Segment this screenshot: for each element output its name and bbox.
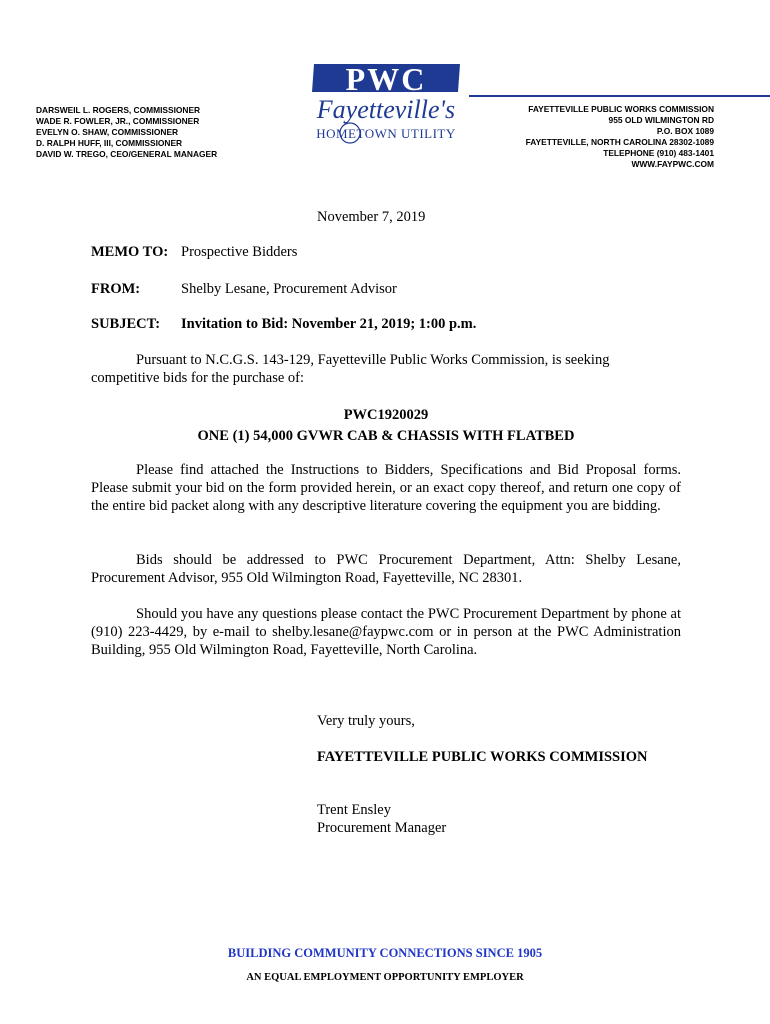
address-line: TELEPHONE (910) 483-1401	[603, 148, 714, 158]
commissioner-line: DAVID W. TREGO, CEO/GENERAL MANAGER	[36, 149, 218, 159]
commissioner-line: EVELYN O. SHAW, COMMISSIONER	[36, 127, 179, 137]
bid-number: PWC1920029	[343, 407, 429, 423]
signature-title: Procurement Manager	[317, 820, 447, 836]
commissioner-line: DARSWEIL L. ROGERS, COMMISSIONER	[36, 105, 201, 115]
header-rule	[469, 95, 770, 97]
memo-to-label: MEMO TO:	[91, 244, 169, 260]
memo-subject-label: SUBJECT:	[91, 316, 161, 332]
memo-from-value: Shelby Lesane, Procurement Advisor	[181, 281, 397, 297]
footer-slogan: BUILDING COMMUNITY CONNECTIONS SINCE 1905	[227, 946, 543, 960]
bid-title: ONE (1) 54,000 GVWR CAB & CHASSIS WITH FLATBED	[197, 428, 575, 444]
commissioner-list	[36, 105, 217, 160]
footer-eeo: AN EQUAL EMPLOYMENT OPPORTUNITY EMPLOYER	[246, 972, 524, 983]
memo-date: November 7, 2019	[317, 209, 426, 225]
body-paragraph-instructions: Please find attached the Instructions to Bidders, Specifications and Bid Proposal forms. Please submit your bid on the form provided herein, or an exact copy thereof, and return one copy of the entire bid packet along with any descriptive literature covering the equipment you are bidding.	[91, 462, 681, 514]
memo-to-row	[91, 244, 297, 261]
intro-paragraph: Pursuant to N.C.G.S. 143-129, Fayetteville Public Works Commission, is seeking competitive bids for the purchase of:	[91, 352, 610, 386]
memo-to-value: Prospective Bidders	[181, 244, 298, 260]
address-line: FAYETTEVILLE, NORTH CAROLINA 28302-1089	[525, 137, 714, 147]
address-line: FAYETTEVILLE PUBLIC WORKS COMMISSION	[528, 104, 714, 114]
body-paragraph-contact: Should you have any questions please contact the PWC Procurement Department by phone at (910) 223-4429, by e-mail to shelby.lesane@faypwc.com or in person at the PWC Administration Building, 955 Old Wilmington Road, Fayetteville, North Carolina.	[91, 606, 681, 658]
closing: Very truly yours,	[317, 713, 415, 729]
address-line: WWW.FAYPWC.COM	[631, 159, 714, 169]
pwc-logo-graphic	[300, 56, 470, 156]
body-paragraph-address: Bids should be addressed to PWC Procurement Department, Attn: Shelby Lesane, Procurement Advisor, 955 Old Wilmington Road, Fayetteville, NC 28301.	[91, 552, 681, 586]
address-line: P.O. BOX 1089	[656, 126, 714, 136]
commissioner-line: WADE R. FOWLER, JR., COMMISSIONER	[36, 116, 200, 126]
pwc-logo	[300, 56, 470, 156]
logo-tagline: HOMETOWN UTILITY	[316, 126, 456, 141]
commissioner-line: D. RALPH HUFF, III, COMMISSIONER	[36, 138, 183, 148]
signature-name: Trent Ensley	[317, 802, 391, 818]
memo-subject-value: Invitation to Bid: November 21, 2019; 1:00 p.m.	[181, 316, 477, 332]
memo-subject-row	[91, 316, 476, 333]
logo-acronym: PWC	[345, 61, 427, 97]
address-block	[526, 104, 714, 170]
memo-from-label: FROM:	[91, 281, 141, 297]
address-line: 955 OLD WILMINGTON RD	[608, 115, 714, 125]
memo-from-row	[91, 281, 397, 298]
signature-org: FAYETTEVILLE PUBLIC WORKS COMMISSION	[317, 749, 648, 765]
logo-script: Fayetteville's	[316, 95, 456, 124]
